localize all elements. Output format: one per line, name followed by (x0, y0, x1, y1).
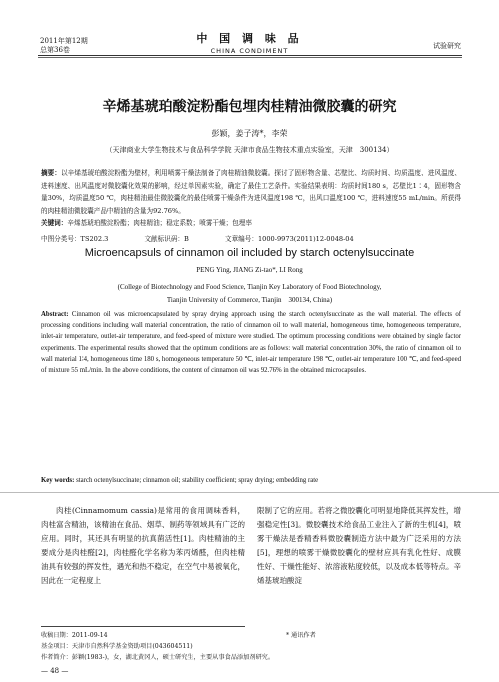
document-code: 文献标识码：B (144, 235, 189, 243)
affiliation-en-line1: (College of Biotechnology and Food Science, Tianjin Key Laboratory of Food Biotechnology, (117, 283, 382, 291)
body-column-right: 限制了它的应用。若将之微胶囊化可明显地降低其挥发性，增强稳定性[3]。微胶囊技术给食品工业注入了新的生机[4]，喷雾干燥法是香精香料微胶囊制造方法中最为广泛采用的方法[5]，理想的喷雾干燥微胶囊化的壁材应具有乳化性好、成膜性好、干燥性能好、浓溶液粘度较低，以及成本低等特点。辛烯基琥珀酸淀 (257, 506, 461, 585)
journal-name-en: CHINA CONDIMENT (210, 47, 289, 55)
funding: 基金项目：天津市自然科学基金资助项目(043604511) (41, 643, 193, 650)
affiliation-en (0, 281, 499, 307)
article-number: 文章编号：1000-9973(2011)12-0048-04 (225, 235, 354, 243)
abstract-cn-text: 以辛烯基琥珀酸淀粉酯为壁材，利用喷雾干燥法制备了肉桂精油微胶囊。探讨了固形物含量、芯壁比、均质时间、均质温度、进风温度、进料速度、出风温度对微胶囊化效果的影响，经过单因素实验，确定了最佳工艺条件。实验结果表明：均质时间180 s，芯壁比1∶4，固形物含量30%，均质温度50 ℃，肉桂精油最佳微胶囊化的最佳喷雾干燥条件为进风温度198 ℃，出风口温度100 ℃，进料速度55 mL/min。所获得的肉桂精油微胶囊产品中精油的含量为92.76%。 (41, 169, 462, 215)
keywords-en-text: starch octenylsuccinate; cinnamon oil; stability coefficient; spray drying; embedding rate (76, 477, 319, 484)
body-column-left: 肉桂(Cinnamomum cassia)是常用的食用调味香料，肉桂富含精油，该精油在食品、烟草、制药等领域具有广泛的应用。同时，其还具有明显的抗真菌活性[1]。肉桂精油的主要成分是肉桂醛[2]，肉桂醛化学名称为苯丙烯醛，但肉桂精油具有较强的挥发性，遇光和热不稳定，在空气中易被氧化，因此在一定程度上 (41, 506, 245, 585)
paper-title-cn: 辛烯基琥珀酸淀粉酯包埋肉桂精油微胶囊的研究 (102, 99, 397, 115)
volume: 总第36卷 (40, 46, 70, 54)
page-number: — 48 — (41, 667, 69, 675)
keywords-cn-text: 辛烯基琥珀酸淀粉酯；肉桂精油；稳定系数；喷雾干燥；包埋率 (67, 219, 252, 227)
abstract-en-label: Abstract: (41, 311, 69, 318)
authors-cn: 彭颖，姜子涛*，李荣 (211, 129, 288, 138)
year-issue: 2011年第12期 (40, 37, 88, 45)
author-bio: 作者简介：彭颖(1983-)，女，湖北黄冈人，硕士研究生，主要从事食品添加剂研究。 (41, 654, 275, 661)
abstract-cn-label: 摘要： (41, 169, 62, 177)
affiliation-cn: （天津商业大学生物技术与食品科学学院 天津市食品生物技术重点实验室，天津 300134） (105, 146, 394, 154)
corresponding-author-note: * 通讯作者 (286, 632, 316, 639)
keywords-en-label: Key words: (41, 477, 75, 484)
received-date: 收稿日期：2011-09-14 (41, 632, 108, 639)
header-rule (38, 55, 462, 56)
abstract-en-text: Cinnamon oil was microencapsulated by spray drying approach using the starch octenylsuccinate as the wall material. The effects of processing conditions including wall material concentration, the ratio of cinnamon oil to wall material, homogeneous time, homogeneous temperature, inlet-air temperature, outlet-air temperature, and feed-speed of mixture were studied. The optimum processing conditions were obtained by single factor experiments. The experimental results showed that the optimum conditions are as follows: wall material concentration 30%, the ratio of cinnamon oil to wall material 1∶4, homogeneous time 180 s, homogeneous temperature 50 ℃, inlet-air temperature 198 ℃, outlet-air temperature 100 ℃, and feed-speed of mixture 55 mL/min. In the above conditions, the content of cinnamon oil was 92.76% in the obtained microcapsules. (41, 311, 462, 375)
clc-number: 中图分类号：TS202.3 (41, 235, 109, 243)
abstract-en (41, 309, 461, 376)
paper-title-en: Microencapsuls of cinnamon oil included by starch octenylsuccinate (84, 247, 415, 259)
classification-line (41, 233, 461, 243)
section-label: 试验研究 (433, 42, 461, 50)
abstract-cn (41, 167, 461, 230)
footnote-rule (41, 626, 245, 627)
keywords-en (41, 477, 461, 484)
header-rule-thin (38, 57, 462, 58)
keywords-cn-label: 关键词： (41, 219, 68, 227)
section-divider (0, 492, 499, 493)
journal-name-cn: 中 国 调 味 品 (196, 32, 303, 45)
authors-en: PENG Ying, JIANG Zi-tao*, LI Rong (196, 266, 303, 274)
affiliation-en-line2: Tianjin University of Commerce, Tianjin 300134, China) (166, 296, 333, 304)
journal-name (0, 30, 499, 55)
footnotes (41, 630, 461, 663)
